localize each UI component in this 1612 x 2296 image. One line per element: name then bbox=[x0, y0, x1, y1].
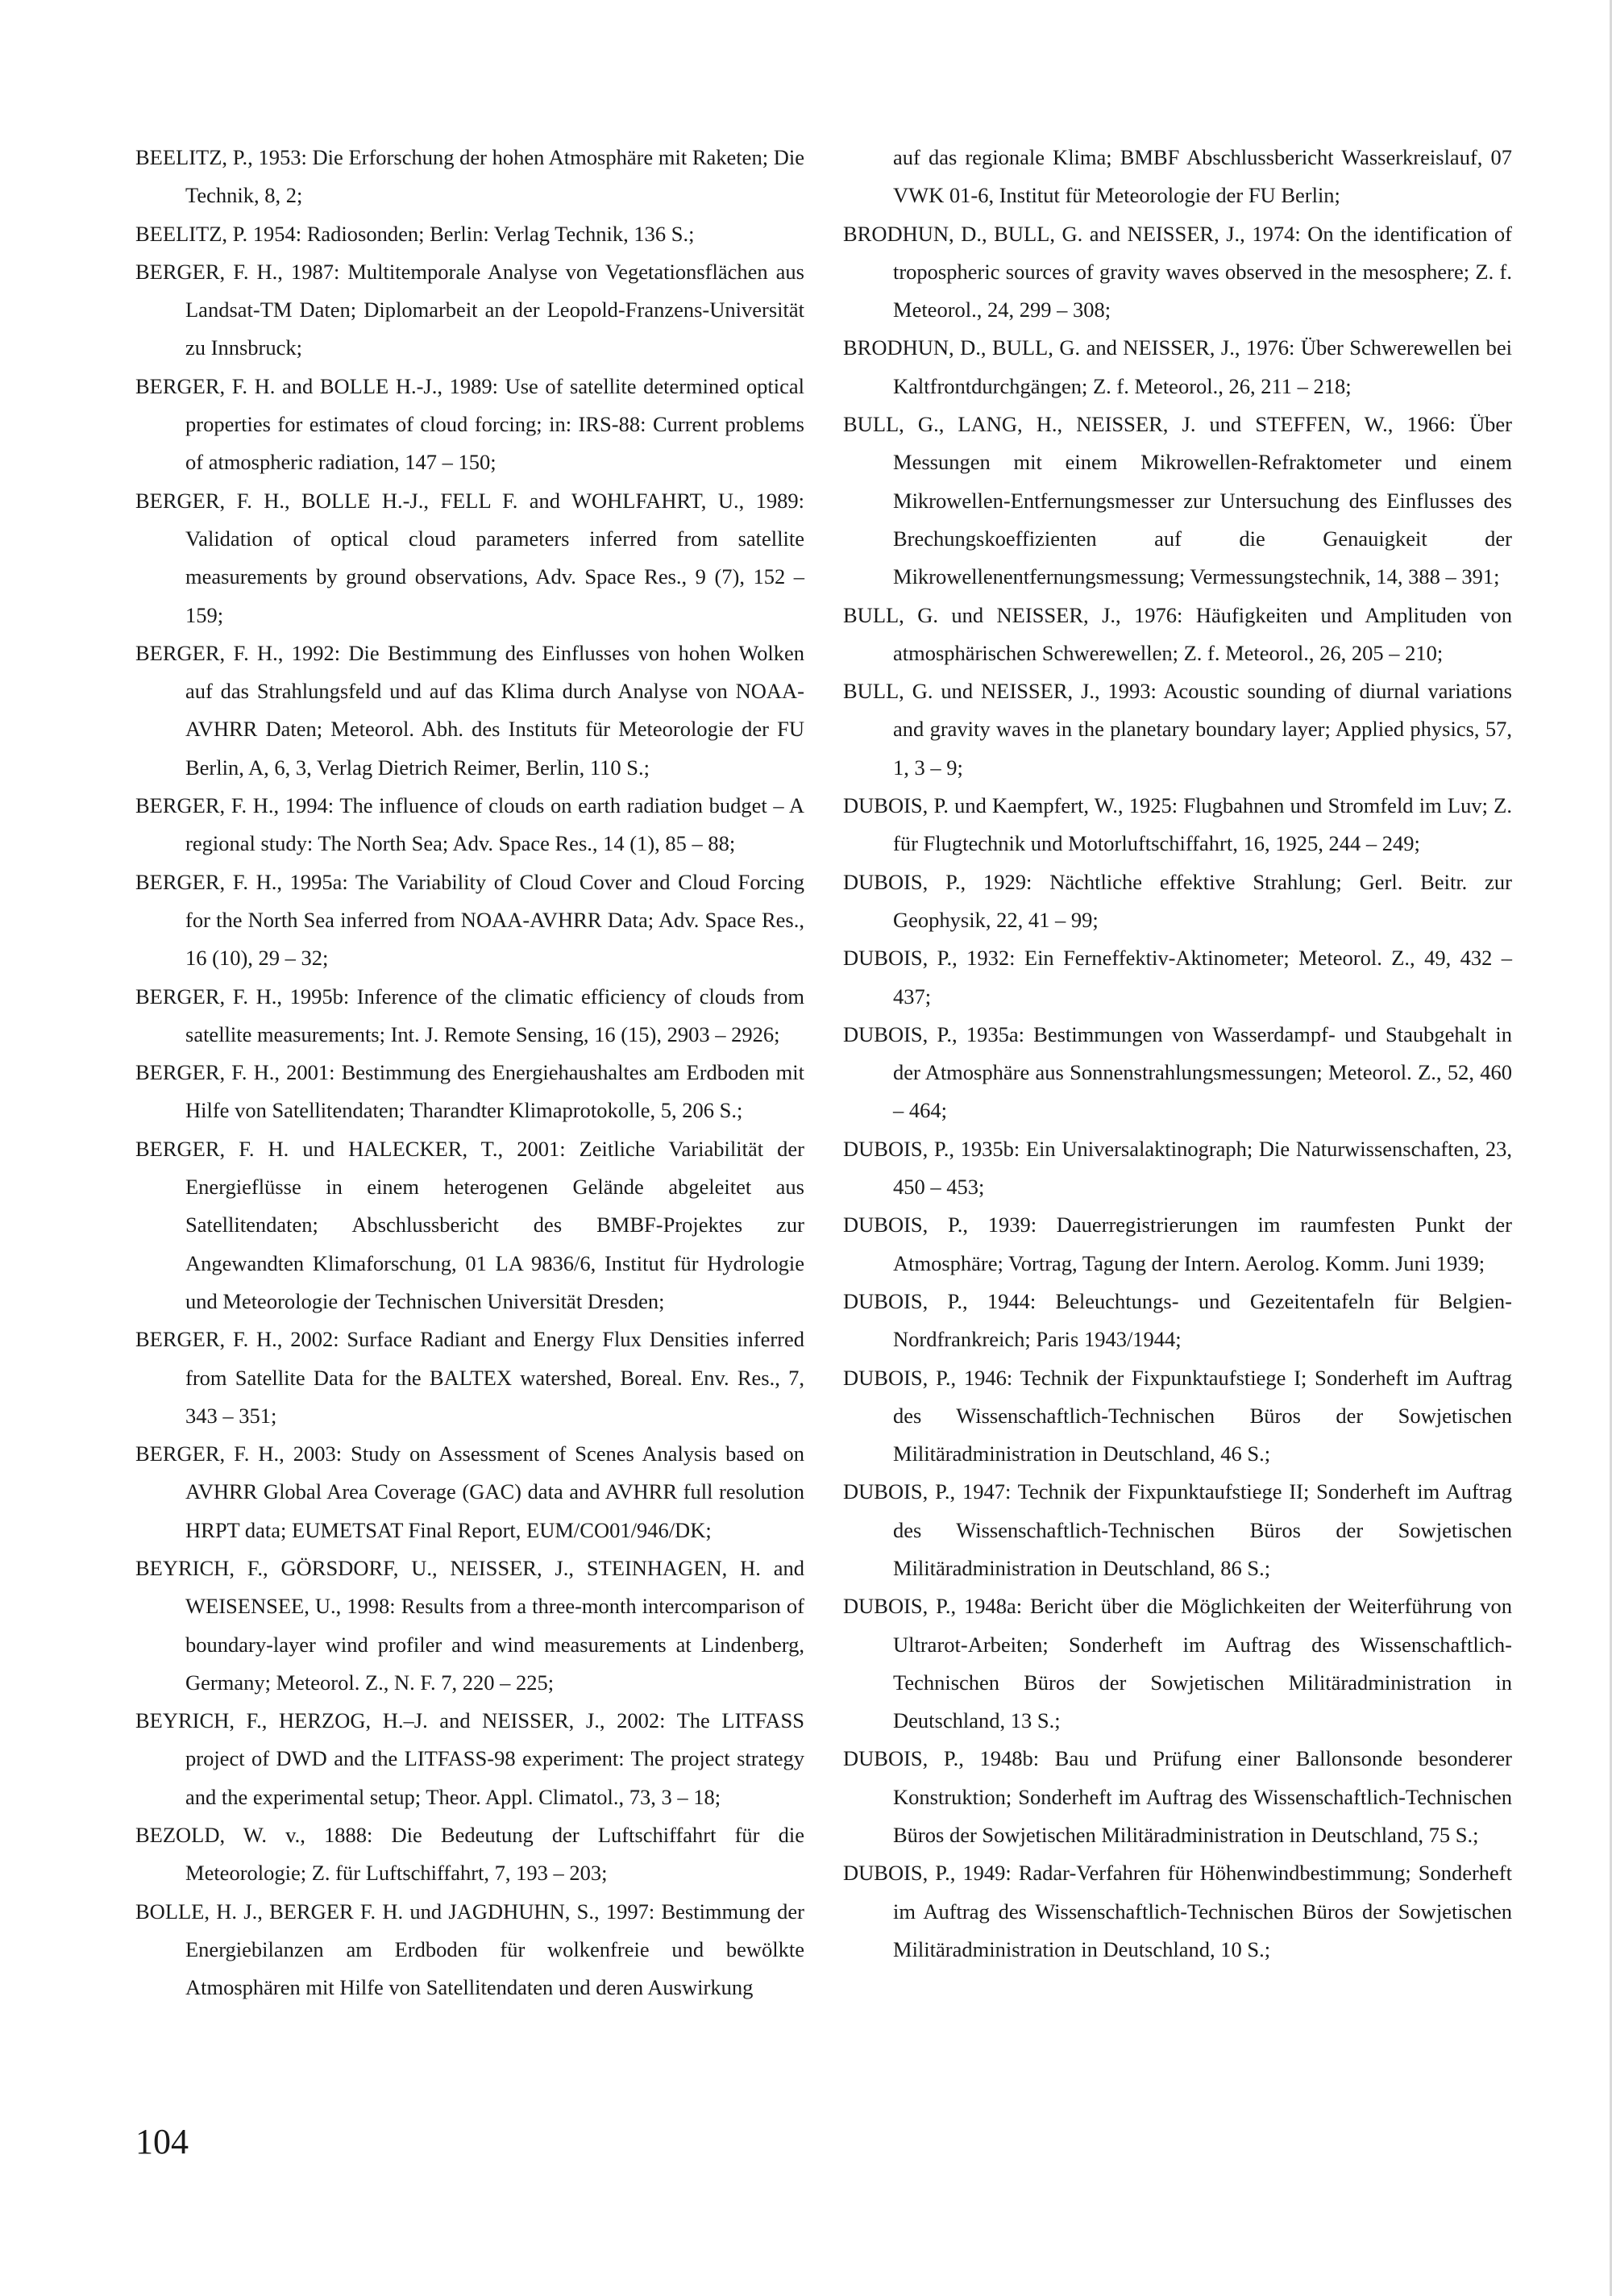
reference-entry: BULL, G. und NEISSER, J., 1993: Acoustic sounding of diurnal variations and gravity waves in the planetary boundary layer; Applied physics, 57, 1, 3 – 9; bbox=[843, 679, 1512, 780]
reference-entry: BRODHUN, D., BULL, G. and NEISSER, J., 1976: Über Schwerewellen bei Kaltfrontdurchgängen; Z. f. Meteorol., 26, 211 – 218; bbox=[843, 335, 1512, 398]
page-number: 104 bbox=[135, 2122, 189, 2161]
reference-entry: BERGER, F. H., BOLLE H.-J., FELL F. and WOHLFAHRT, U., 1989: Validation of optical cloud parameters inferred from satellite measurements by ground observations, Adv. Space Res., 9 (7), 152 – 159; bbox=[135, 488, 804, 627]
reference-entry: BRODHUN, D., BULL, G. and NEISSER, J., 1974: On the identification of tropospheric sources of gravity waves observed in the mesosphere; Z. f. Meteorol., 24, 299 – 308; bbox=[843, 221, 1512, 322]
reference-entry: BERGER, F. H., 2001: Bestimmung des Energiehaushaltes am Erdboden mit Hilfe von Satellitendaten; Tharandter Klimaprotokolle, 5, 206 S.; bbox=[135, 1060, 804, 1123]
reference-entry: BEELITZ, P. 1954: Radiosonden; Berlin: Verlag Technik, 136 S.; bbox=[135, 221, 695, 246]
reference-entry: DUBOIS, P., 1948a: Bericht über die Möglichkeiten der Weiterführung von Ultrarot-Arbeiten; Sonderheft im Auftrag des Wissenschaftlich-Technischen Büros der Sowjetischen Militäradministration in Deutschland, 13 S.; bbox=[843, 1594, 1512, 1733]
reference-entry: BERGER, F. H., 2003: Study on Assessment of Scenes Analysis based on AVHRR Global Area Coverage (GAC) data and AVHRR full resolution HRPT data; EUMETSAT Final Report, EUM/CO01/946/DK; bbox=[135, 1441, 804, 1542]
reference-entry: DUBOIS, P., 1949: Radar-Verfahren für Höhenwindbestimmung; Sonderheft im Auftrag des Wissenschaftlich-Technischen Büros der Sowjetischen Militäradministration in Deutschland, 10 S.; bbox=[843, 1861, 1512, 1961]
reference-entry: BEELITZ, P., 1953: Die Erforschung der hohen Atmosphäre mit Raketen; Die Technik, 8, 2; bbox=[135, 145, 804, 208]
reference-entry: DUBOIS, P., 1939: Dauerregistrierungen im raumfesten Punkt der Atmosphäre; Vortrag, Tagung der Intern. Aerolog. Komm. Juni 1939; bbox=[843, 1212, 1512, 1275]
bibliography-column-right bbox=[843, 139, 1512, 1969]
reference-entry: BERGER, F. H. und HALECKER, T., 2001: Zeitliche Variabilität der Energieflüsse in einem heterogenen Gelände abgeleitet aus Satellitendaten; Abschlussbericht des BMBF-Projektes zur Angewandten Klimaforschung, 01 LA 9836/6, Institut für Hydrologie und Meteorologie der Technischen Universität Dresden; bbox=[135, 1136, 804, 1313]
reference-entry: DUBOIS, P., 1935b: Ein Universalaktinograph; Die Naturwissenschaften, 23, 450 – 453; bbox=[843, 1136, 1512, 1200]
reference-entry: BEYRICH, F., HERZOG, H.–J. and NEISSER, J., 2002: The LITFASS project of DWD and the LITFASS-98 experiment: The project strategy and the experimental setup; Theor. Appl. Climatol., 73, 3 – 18; bbox=[135, 1708, 804, 1809]
reference-entry: DUBOIS, P. und Kaempfert, W., 1925: Flugbahnen und Stromfeld im Luv; Z. für Flugtechnik und Motorluftschiffahrt, 16, 1925, 244 – 249; bbox=[843, 793, 1512, 856]
reference-entry: DUBOIS, P., 1944: Beleuchtungs- und Gezeitentafeln für Belgien-Nordfrankreich; Paris 1943/1944; bbox=[843, 1288, 1512, 1352]
reference-entry: DUBOIS, P., 1946: Technik der Fixpunktaufstiege I; Sonderheft im Auftrag des Wissenschaftlich-Technischen Büros der Sowjetischen Militäradministration in Deutschland, 46 S.; bbox=[843, 1365, 1512, 1466]
bibliography-column-left bbox=[135, 139, 804, 2007]
reference-entry: BERGER, F. H. and BOLLE H.-J., 1989: Use of satellite determined optical properties for estimates of cloud forcing; in: IRS-88: Current problems of atmospheric radiation, 147 – 150; bbox=[135, 373, 804, 475]
reference-entry: BULL, G., LANG, H., NEISSER, J. und STEFFEN, W., 1966: Über Messungen mit einem Mikrowellen-Refraktometer und einem Mikrowellen-Entfernungsmesser zur Untersuchung des Einflusses des Brechungskoeffizienten auf die Genauigkeit der Mikrowellenentfernungsmessung; Vermessungstechnik, 14, 388 – 391; bbox=[843, 412, 1512, 589]
reference-entry: BEZOLD, W. v., 1888: Die Bedeutung der Luftschiffahrt für die Meteorologie; Z. für Luftschiffahrt, 7, 193 – 203; bbox=[135, 1823, 804, 1886]
reference-entry: BERGER, F. H., 1995b: Inference of the climatic efficiency of clouds from satellite measurements; Int. J. Remote Sensing, 16 (15), 2903 – 2926; bbox=[135, 984, 804, 1046]
reference-entry: DUBOIS, P., 1947: Technik der Fixpunktaufstiege II; Sonderheft im Auftrag des Wissenschaftlich-Technischen Büros der Sowjetischen Militäradministration in Deutschland, 86 S.; bbox=[843, 1479, 1512, 1580]
reference-entry: BERGER, F. H., 1994: The influence of clouds on earth radiation budget – A regional study: The North Sea; Adv. Space Res., 14 (1), 85 – 88; bbox=[135, 793, 804, 856]
reference-entry: DUBOIS, P., 1948b: Bau und Prüfung einer Ballonsonde besonderer Konstruktion; Sonderheft im Auftrag des Wissenschaftlich-Technischen Büros der Sowjetischen Militäradministration in Deutschland, 75 S.; bbox=[843, 1746, 1512, 1848]
reference-entry: BERGER, F. H., 1992: Die Bestimmung des Einflusses von hohen Wolken auf das Strahlungsfeld und auf das Klima durch Analyse von NOAA-AVHRR Daten; Meteorol. Abh. des Instituts für Meteorologie der FU Berlin, A, 6, 3, Verlag Dietrich Reimer, Berlin, 110 S.; bbox=[135, 640, 804, 780]
reference-entry: BEYRICH, F., GÖRSDORF, U., NEISSER, J., STEINHAGEN, H. and WEISENSEE, U., 1998: Results from a three-month intercomparison of boundary-layer wind profiler and wind measurements at Lindenberg, Germany; Meteorol. Z., N. F. 7, 220 – 225; bbox=[135, 1555, 804, 1695]
reference-entry: DUBOIS, P., 1932: Ein Ferneffektiv-Aktinometer; Meteorol. Z., 49, 432 – 437; bbox=[843, 946, 1512, 1009]
reference-entry: BULL, G. und NEISSER, J., 1976: Häufigkeiten und Amplituden von atmosphärischen Schwerewellen; Z. f. Meteorol., 26, 205 – 210; bbox=[843, 602, 1512, 665]
reference-entry-continued: auf das regionale Klima; BMBF Abschlussbericht Wasserkreislauf, 07 VWK 01-6, Institut für Meteorologie der FU Berlin; bbox=[893, 145, 1512, 208]
reference-entry: BOLLE, H. J., BERGER F. H. und JAGDHUHN, S., 1997: Bestimmung der Energiebilanzen am Erdboden für wolkenfreie und bewölkte Atmosphären mit Hilfe von Satellitendaten und deren Auswirkung bbox=[135, 1899, 804, 2000]
reference-entry: BERGER, F. H., 2002: Surface Radiant and Energy Flux Densities inferred from Satellite Data for the BALTEX watershed, Boreal. Env. Res., 7, 343 – 351; bbox=[135, 1327, 804, 1428]
reference-entry: DUBOIS, P., 1935a: Bestimmungen von Wasserdampf- und Staubgehalt in der Atmosphäre aus Sonnenstrahlungsmessungen; Meteorol. Z., 52, 460 – 464; bbox=[843, 1021, 1512, 1123]
reference-entry: BERGER, F. H., 1995a: The Variability of Cloud Cover and Cloud Forcing for the North Sea inferred from NOAA-AVHRR Data; Adv. Space Res., 16 (10), 29 – 32; bbox=[135, 869, 804, 971]
reference-entry: DUBOIS, P., 1929: Nächtliche effektive Strahlung; Gerl. Beitr. zur Geophysik, 22, 41 – 99; bbox=[843, 869, 1512, 932]
reference-entry: BERGER, F. H., 1987: Multitemporale Analyse von Vegetationsflächen aus Landsat-TM Daten; Diplomarbeit an der Leopold-Franzens-Universität zu Innsbruck; bbox=[135, 259, 804, 360]
